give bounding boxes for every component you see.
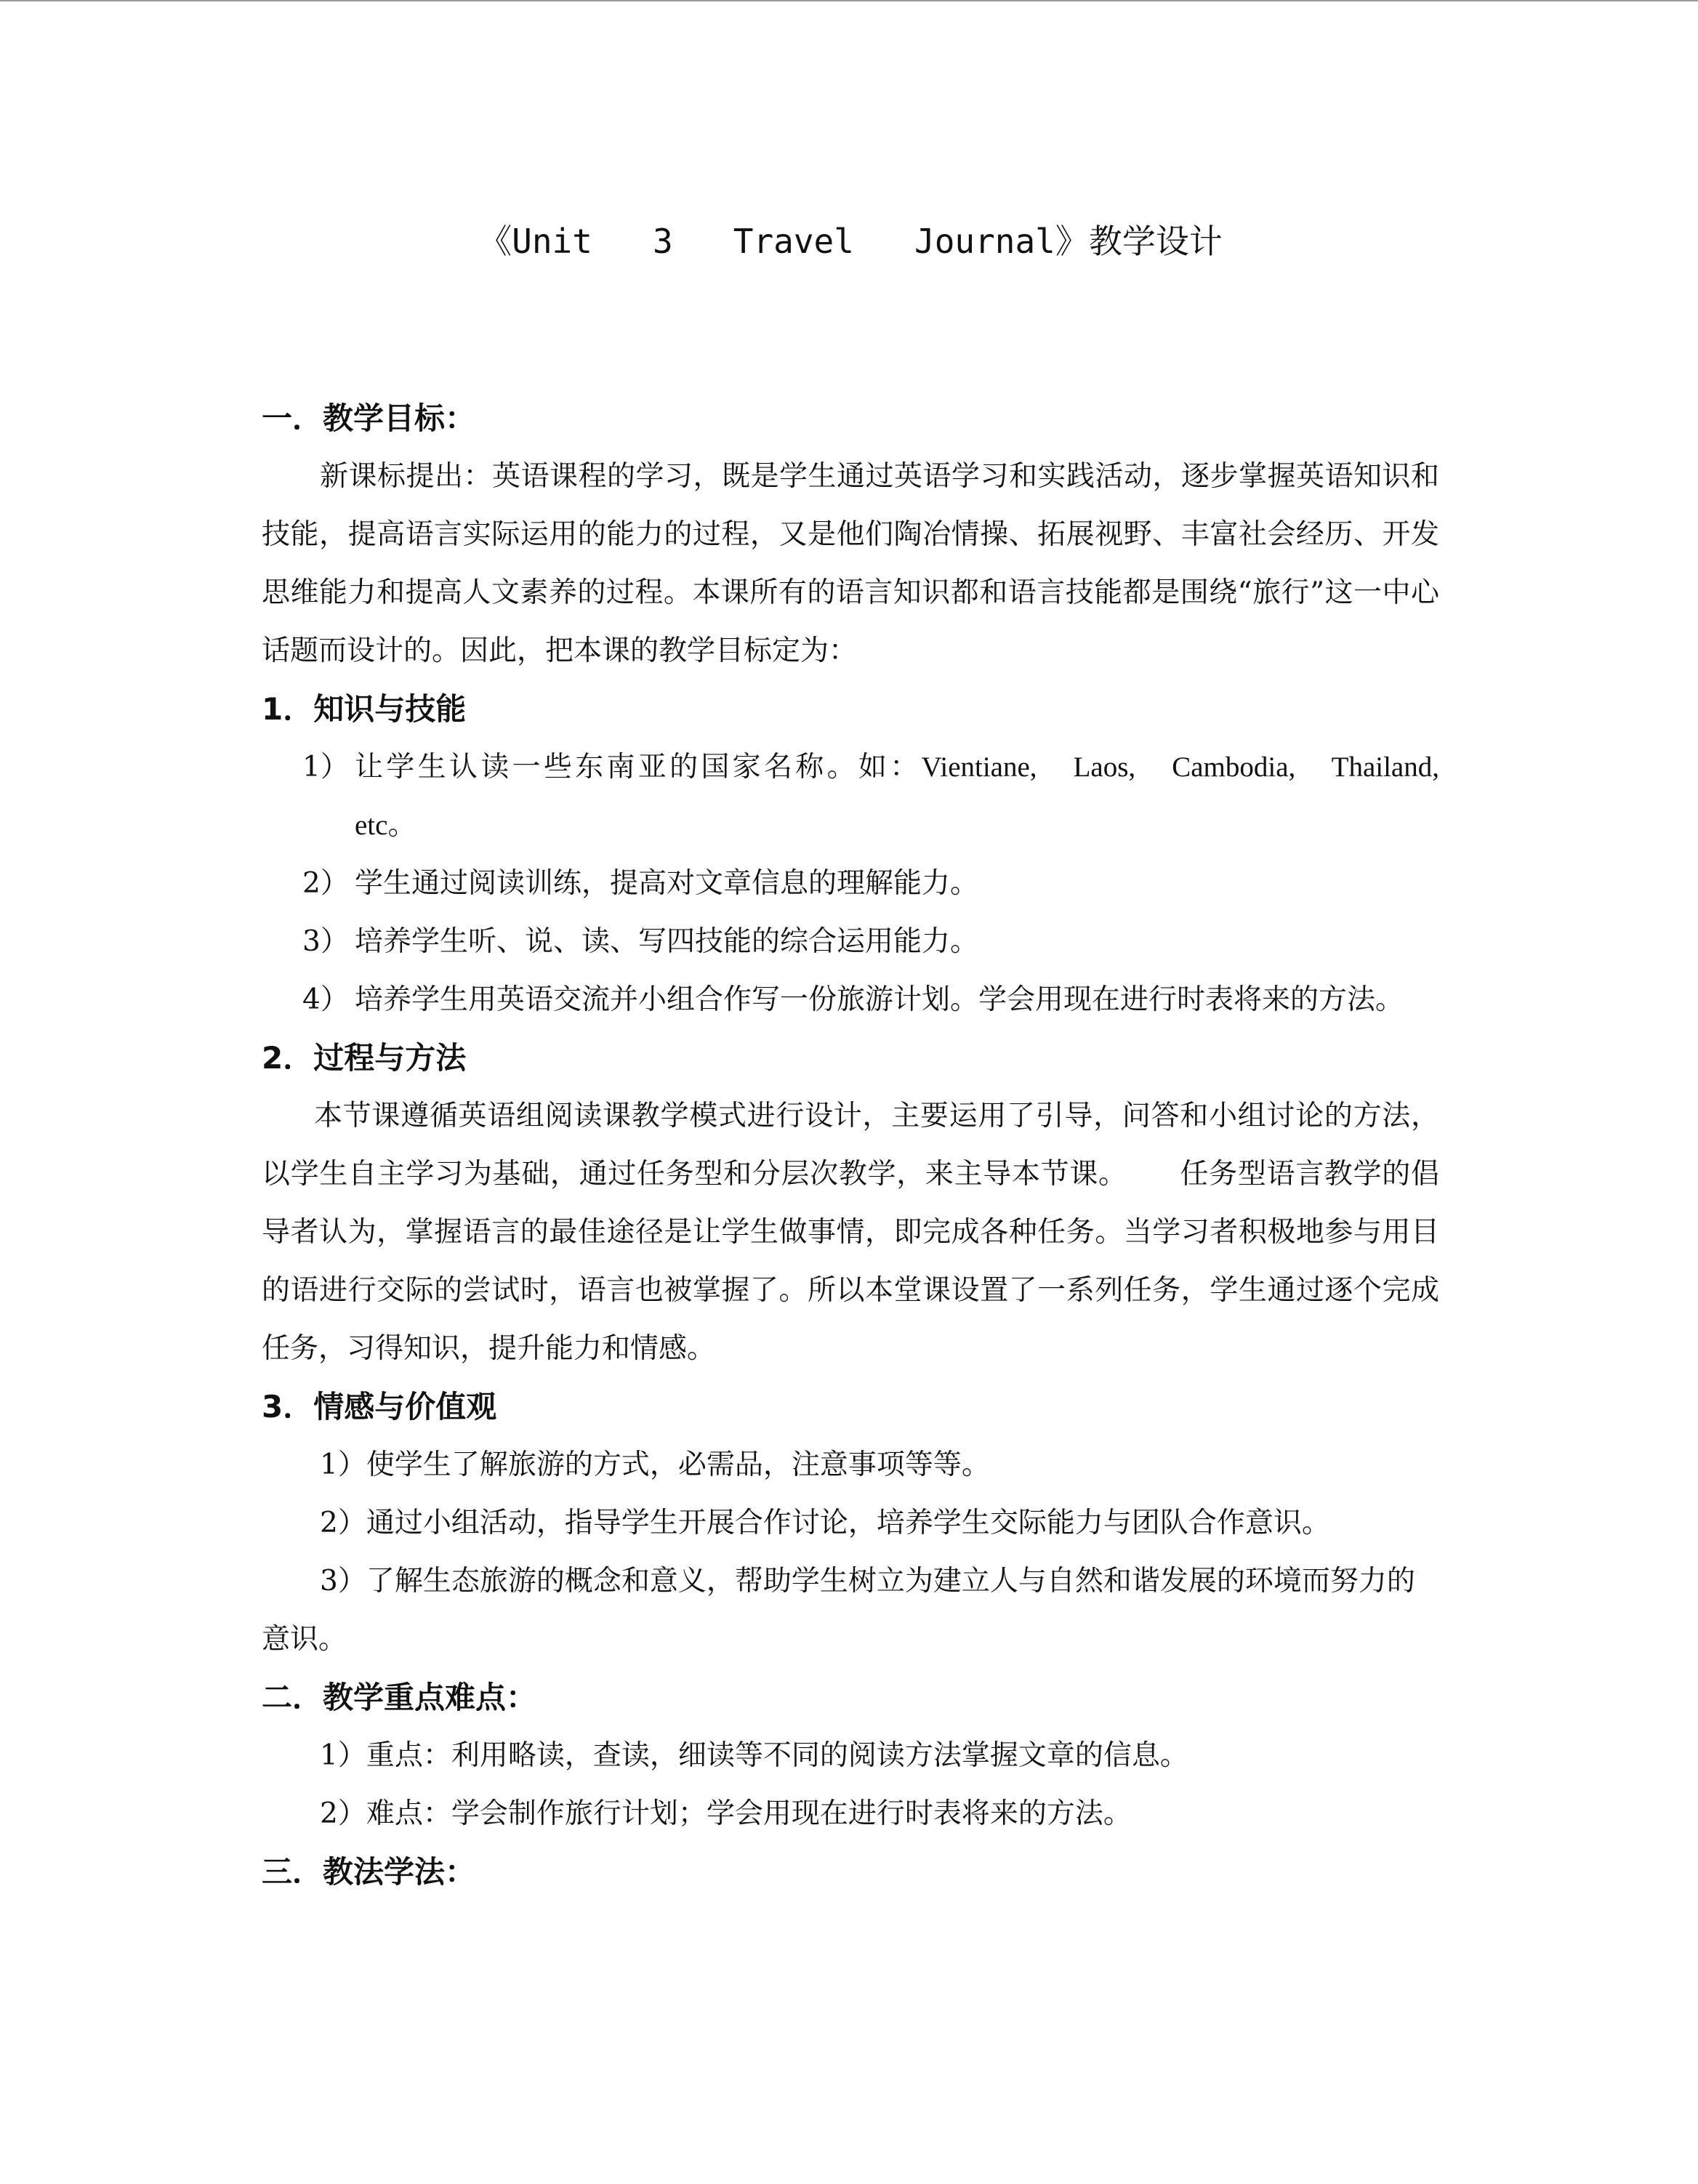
document-title: 《Unit 3 Travel Journal》教学设计 — [478, 222, 1223, 261]
knowledge-item-2 — [262, 855, 1439, 913]
item-text: 培养学生用英语交流并小组合作写一份旅游计划。学会用现在进行时表将来的方法。 — [355, 983, 1404, 1016]
document-page — [262, 218, 1439, 1901]
knowledge-item-1 — [262, 738, 1439, 855]
item-number: 4） — [302, 983, 349, 1016]
process-method-paragraph — [262, 1087, 1439, 1378]
values-item-2: 2）通过小组活动，指导学生开展合作讨论，培养学生交际能力与团队合作意识。 — [320, 1507, 1330, 1539]
subheading-emotion-values: 3．情感与价值观 — [262, 1389, 497, 1425]
values-item-3: 3）了解生态旅游的概念和意义，帮助学生树立为建立人与自然和谐发展的环境而努力的意识。 — [262, 1565, 1415, 1656]
subheading-knowledge-skills: 1．知识与技能 — [262, 691, 467, 727]
subheading-process-method: 2．过程与方法 — [262, 1040, 467, 1076]
difficult-point-item: 2）难点：学会制作旅行计划；学会用现在进行时表将来的方法。 — [320, 1797, 1132, 1830]
knowledge-item-4 — [262, 971, 1439, 1029]
item-text: 让学生认读一些东南亚的国家名称。如： — [355, 751, 922, 783]
item-text: 培养学生听、说、读、写四技能的综合运用能力。 — [355, 925, 979, 958]
knowledge-item-3 — [262, 913, 1439, 971]
item-number: 3） — [302, 925, 349, 958]
key-point-item: 1）重点：利用略读，查读，细读等不同的阅读方法掌握文章的信息。 — [320, 1739, 1188, 1772]
section-heading-teaching-goals: 一．教学目标： — [262, 400, 476, 436]
values-item-1: 1）使学生了解旅游的方式，必需品，注意事项等等。 — [320, 1448, 990, 1481]
item-number: 1） — [302, 751, 349, 783]
item-number: 2） — [302, 867, 349, 900]
section-heading-key-difficult-points: 二．教学重点难点： — [262, 1680, 537, 1715]
country-names: Vientiane, Laos, Cambodia, Thailand, etc — [355, 751, 1439, 841]
process-method-text-b: 任务型语言教学的倡导者认为，掌握语言的最佳途径是让学生做事情，即完成各种任务。当学习者积极地参与用目的语进行交际的尝试时，语言也被掌握了。所以本堂课设置了一系列任务，学生通过逐个完成任务，习得知识，提升能力和情感。 — [262, 1158, 1439, 1365]
goals-intro-paragraph: 新课标提出：英语课程的学习，既是学生通过英语学习和实践活动，逐步掌握英语知识和技能，提高语言实际运用的能力的过程，又是他们陶冶情操、拓展视野、丰富社会经历、开发思维能力和提高人文素养的过程。本课所有的语言知识都和语言技能都是围绕“旅行”这一中心话题而设计的。因此，把本课的教学目标定为： — [262, 460, 1439, 667]
page-top-border — [0, 0, 1698, 1]
item-text: 学生通过阅读训练，提高对文章信息的理解能力。 — [355, 867, 979, 900]
section-heading-teaching-methods: 三．教法学法： — [262, 1854, 476, 1890]
item-end-punct: 。 — [387, 809, 417, 842]
process-method-text-a: 本节课遵循英语组阅读课教学模式进行设计，主要运用了引导，问答和小组讨论的方法，以学生自主学习为基础，通过任务型和分层次教学，来主导本节课。 — [262, 1100, 1439, 1190]
